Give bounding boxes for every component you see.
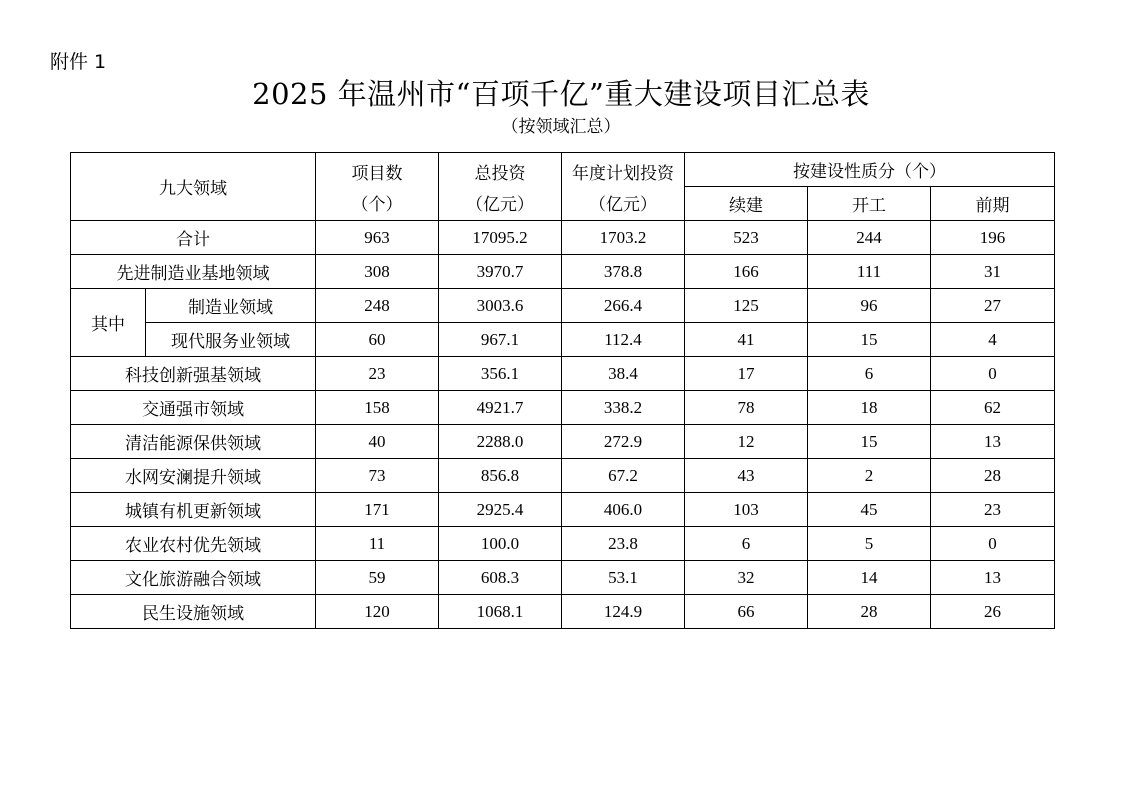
cell-starting: 5: [808, 527, 931, 561]
cell-continuing: 17: [685, 357, 808, 391]
cell-count: 248: [316, 289, 439, 323]
cell-continuing: 32: [685, 561, 808, 595]
row-name: 交通强市领域: [71, 391, 316, 425]
header-continuing: 续建: [685, 187, 808, 221]
header-annual-line1: 年度计划投资: [572, 163, 674, 184]
cell-preliminary: 31: [931, 255, 1055, 289]
header-total-line1: 总投资: [474, 163, 526, 184]
cell-starting: 6: [808, 357, 931, 391]
row-name: 现代服务业领域: [146, 323, 316, 357]
row-name: 合计: [71, 221, 316, 255]
cell-preliminary: 4: [931, 323, 1055, 357]
row-name: 清洁能源保供领域: [71, 425, 316, 459]
table-row: [71, 289, 1055, 323]
cell-annual: 406.0: [562, 493, 685, 527]
cell-count: 120: [316, 595, 439, 629]
row-name: 水网安澜提升领域: [71, 459, 316, 493]
cell-preliminary: 26: [931, 595, 1055, 629]
cell-preliminary: 13: [931, 425, 1055, 459]
document-subtitle: （按领域汇总）: [501, 117, 621, 137]
cell-continuing: 125: [685, 289, 808, 323]
cell-preliminary: 27: [931, 289, 1055, 323]
cell-annual: 23.8: [562, 527, 685, 561]
cell-count: 40: [316, 425, 439, 459]
cell-annual: 1703.2: [562, 221, 685, 255]
table-row: [71, 561, 1055, 595]
cell-starting: 45: [808, 493, 931, 527]
cell-preliminary: 23: [931, 493, 1055, 527]
header-annual-line2: （亿元）: [589, 194, 657, 215]
cell-continuing: 41: [685, 323, 808, 357]
cell-total: 100.0: [439, 527, 562, 561]
cell-preliminary: 0: [931, 527, 1055, 561]
header-starting: 开工: [808, 187, 931, 221]
cell-total: 4921.7: [439, 391, 562, 425]
table-row: [71, 323, 1055, 357]
table-row: [71, 425, 1055, 459]
cell-continuing: 166: [685, 255, 808, 289]
header-count: [316, 153, 439, 221]
cell-count: 963: [316, 221, 439, 255]
header-annual: [562, 153, 685, 221]
cell-preliminary: 13: [931, 561, 1055, 595]
table-row: [71, 255, 1055, 289]
table-row: [71, 391, 1055, 425]
document-title: 2025 年温州市“百项千亿”重大建设项目汇总表: [252, 77, 870, 111]
header-by-nature: 按建设性质分（个）: [685, 153, 1055, 187]
header-total-line2: （亿元）: [466, 194, 534, 215]
header-domain: 九大领域: [71, 153, 316, 221]
attachment-label: 附件 1: [50, 51, 107, 73]
summary-table: [70, 152, 1055, 629]
cell-count: 171: [316, 493, 439, 527]
header-preliminary: 前期: [931, 187, 1055, 221]
cell-continuing: 78: [685, 391, 808, 425]
cell-starting: 96: [808, 289, 931, 323]
table-row: [71, 595, 1055, 629]
cell-count: 23: [316, 357, 439, 391]
table-row: [71, 357, 1055, 391]
row-name: 先进制造业基地领域: [71, 255, 316, 289]
row-name: 农业农村优先领域: [71, 527, 316, 561]
cell-continuing: 6: [685, 527, 808, 561]
header-row-1: [71, 153, 1055, 187]
header-count-line2: （个）: [351, 194, 403, 215]
cell-count: 11: [316, 527, 439, 561]
cell-count: 73: [316, 459, 439, 493]
cell-starting: 14: [808, 561, 931, 595]
cell-annual: 124.9: [562, 595, 685, 629]
table-row: [71, 459, 1055, 493]
cell-starting: 244: [808, 221, 931, 255]
cell-starting: 2: [808, 459, 931, 493]
row-name: 城镇有机更新领域: [71, 493, 316, 527]
cell-annual: 266.4: [562, 289, 685, 323]
cell-total: 356.1: [439, 357, 562, 391]
cell-preliminary: 196: [931, 221, 1055, 255]
cell-total: 2925.4: [439, 493, 562, 527]
cell-annual: 38.4: [562, 357, 685, 391]
row-name: 制造业领域: [146, 289, 316, 323]
cell-total: 3970.7: [439, 255, 562, 289]
cell-total: 856.8: [439, 459, 562, 493]
cell-total: 608.3: [439, 561, 562, 595]
cell-total: 967.1: [439, 323, 562, 357]
cell-count: 59: [316, 561, 439, 595]
header-count-line1: 项目数: [351, 163, 403, 184]
cell-preliminary: 28: [931, 459, 1055, 493]
cell-preliminary: 62: [931, 391, 1055, 425]
table-row: [71, 221, 1055, 255]
row-name: 民生设施领域: [71, 595, 316, 629]
among-label: 其中: [71, 289, 146, 357]
cell-total: 1068.1: [439, 595, 562, 629]
cell-count: 308: [316, 255, 439, 289]
cell-total: 3003.6: [439, 289, 562, 323]
cell-count: 60: [316, 323, 439, 357]
cell-annual: 53.1: [562, 561, 685, 595]
cell-annual: 112.4: [562, 323, 685, 357]
cell-annual: 338.2: [562, 391, 685, 425]
cell-preliminary: 0: [931, 357, 1055, 391]
cell-starting: 111: [808, 255, 931, 289]
cell-starting: 15: [808, 425, 931, 459]
table-row: [71, 493, 1055, 527]
cell-starting: 15: [808, 323, 931, 357]
cell-continuing: 43: [685, 459, 808, 493]
cell-count: 158: [316, 391, 439, 425]
row-name: 文化旅游融合领域: [71, 561, 316, 595]
header-total: [439, 153, 562, 221]
cell-continuing: 12: [685, 425, 808, 459]
cell-total: 2288.0: [439, 425, 562, 459]
cell-continuing: 103: [685, 493, 808, 527]
cell-continuing: 523: [685, 221, 808, 255]
cell-total: 17095.2: [439, 221, 562, 255]
cell-starting: 28: [808, 595, 931, 629]
cell-starting: 18: [808, 391, 931, 425]
row-name: 科技创新强基领域: [71, 357, 316, 391]
table-row: [71, 527, 1055, 561]
cell-annual: 67.2: [562, 459, 685, 493]
cell-annual: 378.8: [562, 255, 685, 289]
cell-annual: 272.9: [562, 425, 685, 459]
cell-continuing: 66: [685, 595, 808, 629]
